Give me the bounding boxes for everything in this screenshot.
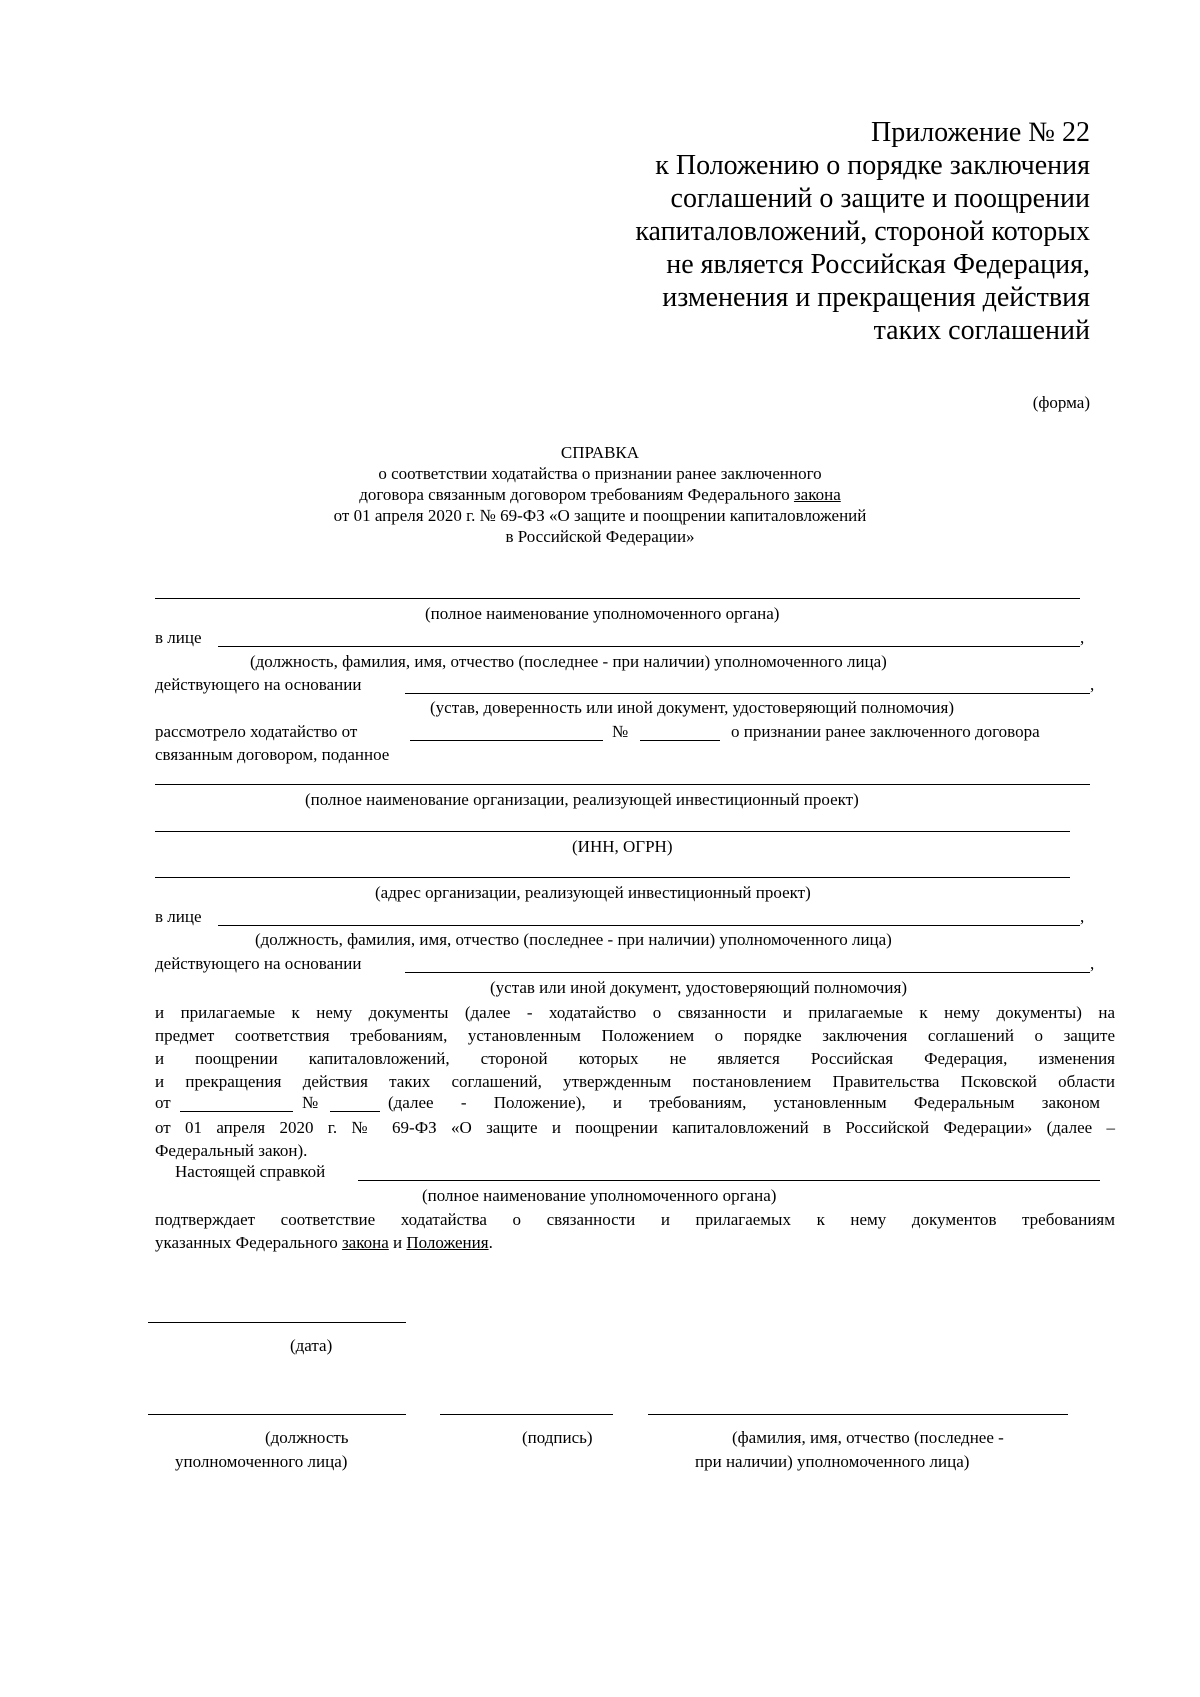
header-line: Приложение № 22 [871, 117, 1090, 148]
company-address-field[interactable] [155, 877, 1070, 878]
caption-authority: (полное наименование уполномоченного органа) [425, 604, 780, 623]
authority-name-field[interactable] [155, 598, 1080, 599]
caption-inn: (ИНН, ОГРН) [572, 837, 673, 856]
inn-ogrn-field[interactable] [155, 831, 1070, 832]
label-this-certificate: Настоящей справкой [175, 1162, 326, 1181]
label-submitted: связанным договором, поданное [155, 745, 390, 764]
resolution-number-field[interactable] [330, 1111, 380, 1112]
authorized-person-field[interactable] [218, 646, 1080, 647]
text: . [488, 1233, 493, 1252]
header-line: к Положению о порядке заключения [655, 150, 1090, 181]
application-number-field[interactable] [640, 740, 720, 741]
caption-authority-2: (полное наименование уполномоченного органа) [422, 1186, 777, 1205]
caption-company: (полное наименование организации, реализующей инвестиционный проект) [305, 790, 859, 809]
company-person-field[interactable] [218, 925, 1080, 926]
document-title [200, 442, 1000, 547]
authority-name-field-2[interactable] [358, 1180, 1100, 1181]
company-name-field[interactable] [155, 784, 1090, 785]
label-number-2: № [302, 1093, 319, 1112]
application-date-field[interactable] [410, 740, 603, 741]
label-v-lice-2: в лице [155, 907, 202, 926]
basis-document-field[interactable] [405, 693, 1090, 694]
body-line: от 01 апреля 2020 г. № 69-ФЗ «О защите и поощрении капиталовложений в Российской Федерации» (далее – [155, 1118, 1115, 1137]
body-line: и поощрении капиталовложений, стороной которых не является Российская Федерация, изменения [155, 1049, 1115, 1068]
label-ot: от [155, 1093, 171, 1112]
comma: , [1080, 907, 1085, 926]
comma: , [1090, 675, 1095, 694]
text: указанных Федерального [155, 1233, 342, 1252]
body-line: и прекращения действия таких соглашений, утвержденным постановлением Правительства Псковской области [155, 1072, 1115, 1091]
law-link-2[interactable]: закона [341, 1233, 389, 1252]
confirm-line-2 [155, 1231, 1115, 1254]
title-line: от 01 апреля 2020 г. № 69-ФЗ «О защите и поощрении капиталовложений [333, 506, 867, 525]
label-reviewed-2: о признании ранее заключенного договора [731, 722, 1040, 741]
regulation-link[interactable]: Положения [406, 1233, 489, 1252]
header-line: соглашений о защите и поощрении [670, 183, 1090, 214]
caption-signature: (подпись) [522, 1428, 593, 1447]
caption-basis: (устав, доверенность или иной документ, удостоверяющий полномочия) [430, 698, 955, 717]
date-field[interactable] [148, 1322, 406, 1323]
body-line: и прилагаемые к нему документы (далее - ходатайство о связанности и прилагаемые к нему документы) на [155, 1003, 1115, 1022]
header-line: изменения и прекращения действия [662, 282, 1090, 313]
caption-person-2: (должность, фамилия, имя, отчество (последнее - при наличии) уполномоченного лица) [255, 930, 892, 949]
comma: , [1080, 628, 1085, 647]
comma: , [1090, 954, 1095, 973]
title-main: СПРАВКА [560, 443, 640, 462]
law-link[interactable]: закона [793, 485, 841, 504]
label-acting: действующего на основании [155, 675, 362, 694]
body-paragraph-end [155, 1116, 1115, 1162]
title-line: о соответствии ходатайства о признании ранее заключенного [378, 464, 822, 483]
appendix-header [530, 116, 1090, 347]
label-acting-2: действующего на основании [155, 954, 362, 973]
fio-field[interactable] [648, 1414, 1068, 1415]
body-paragraph [155, 1001, 1115, 1093]
header-line: таких соглашений [873, 315, 1090, 346]
caption-person: (должность, фамилия, имя, отчество (последнее - при наличии) уполномоченного лица) [250, 652, 887, 671]
title-line: в Российской Федерации» [505, 527, 695, 546]
header-line: капиталовложений, стороной которых [635, 216, 1090, 247]
body-line: предмет соответствия требованиям, установленным Положением о порядке заключения соглашений о защите [155, 1026, 1115, 1045]
form-label: (форма) [1032, 393, 1090, 412]
caption-position-2: уполномоченного лица) [175, 1452, 348, 1471]
label-v-lice: в лице [155, 628, 202, 647]
header-line: не является Российская Федерация, [666, 249, 1090, 280]
signature-field[interactable] [440, 1414, 613, 1415]
company-basis-field[interactable] [405, 972, 1090, 973]
caption-fio: (фамилия, имя, отчество (последнее - [732, 1428, 1004, 1447]
body-line-5: (далее - Положение), и требованиям, установленным Федеральным законом [388, 1093, 1100, 1112]
body-line: Федеральный закон). [155, 1141, 308, 1160]
title-line [200, 484, 1000, 505]
caption-address: (адрес организации, реализующей инвестиционный проект) [375, 883, 811, 902]
resolution-date-field[interactable] [180, 1111, 293, 1112]
caption-position: (должность [265, 1428, 349, 1447]
label-number: № [612, 722, 629, 741]
caption-date: (дата) [290, 1336, 333, 1355]
caption-basis-2: (устав или иной документ, удостоверяющий полномочия) [490, 978, 907, 997]
position-field[interactable] [148, 1414, 406, 1415]
confirm-line: подтверждает соответствие ходатайства о связанности и прилагаемых к нему документов требованиям [155, 1210, 1115, 1229]
title-text: договора связанным договором требованиям Федерального [359, 485, 794, 504]
caption-fio-2: при наличии) уполномоченного лица) [695, 1452, 970, 1471]
label-reviewed: рассмотрело ходатайство от [155, 722, 358, 741]
confirmation-paragraph [155, 1208, 1115, 1254]
text: и [388, 1233, 407, 1252]
